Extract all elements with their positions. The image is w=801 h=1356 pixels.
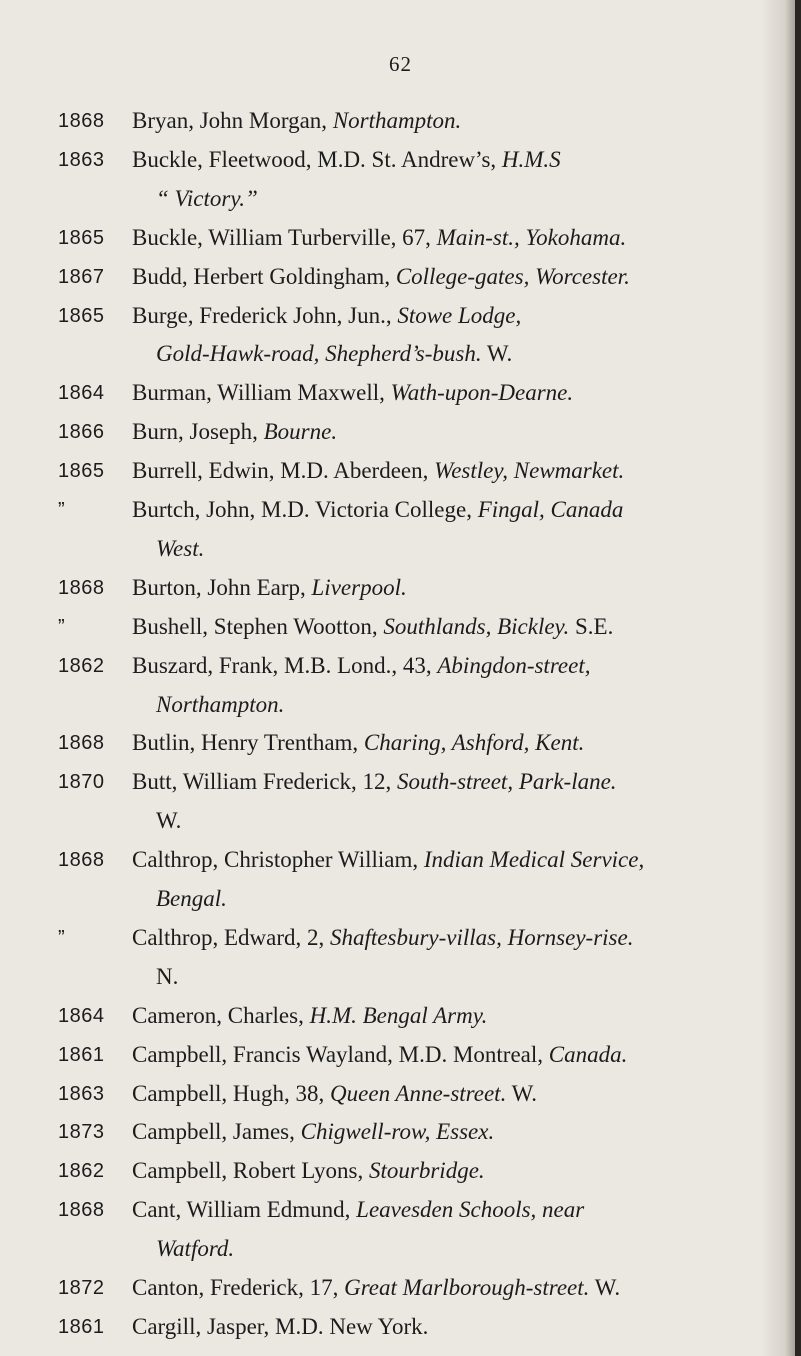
- entry-text: [132, 611, 613, 643]
- entry-text: [132, 377, 573, 409]
- entry-year: 1863: [58, 1082, 105, 1105]
- entry-address: Wath-upon-Dearne.: [390, 380, 574, 406]
- entry-row: [0, 1311, 801, 1343]
- entry-text: [132, 261, 630, 293]
- entry-year: 1873: [58, 1121, 105, 1144]
- entry-row: [0, 494, 801, 526]
- entry-address: Charing, Ashford, Kent.: [363, 730, 585, 756]
- entry-year: 1868: [58, 110, 105, 132]
- entry-continuation-line: [0, 533, 801, 565]
- entry-address: Stourbridge.: [369, 1158, 485, 1184]
- entry-address: College-gates, Worcester.: [395, 263, 630, 289]
- entry-address: Bourne.: [263, 419, 338, 445]
- entry-text: [132, 727, 584, 759]
- entry-continuation-line: [0, 689, 801, 721]
- entry-address: Queen Anne-street.: [330, 1080, 507, 1106]
- entry-text: [132, 1194, 584, 1226]
- entry-name: Bryan, John Morgan,: [132, 108, 333, 133]
- entry-text: [132, 1078, 537, 1110]
- entry-text: [156, 805, 181, 837]
- entry-name: Cameron, Charles,: [132, 1002, 310, 1028]
- entry-address: Main-st., Yokohama.: [436, 224, 627, 250]
- entry-text: [132, 1311, 428, 1343]
- entry-name: Buckle, Fleetwood, M.D. St. Andrew’s,: [132, 146, 502, 172]
- entry-name: Cant, William Edmund,: [132, 1197, 357, 1223]
- entry-postal-district: W.: [589, 1275, 621, 1300]
- entry-year: 1868: [58, 576, 105, 599]
- entry-address: Westley, Newmarket.: [434, 458, 625, 484]
- entry-address: Canada.: [548, 1041, 628, 1067]
- entry-row: [0, 1155, 801, 1187]
- entry-row: [0, 105, 801, 137]
- entry-row: [0, 1000, 801, 1032]
- entry-text: [156, 533, 204, 565]
- entry-name: N.: [156, 963, 179, 989]
- entry-address: Gold-Hawk-road, Shepherd’s-bush.: [156, 341, 482, 367]
- entry-text: [132, 1039, 627, 1071]
- entry-row: [0, 1116, 801, 1148]
- page-number: 62: [389, 52, 412, 76]
- entry-text: [132, 1000, 487, 1032]
- entry-row: [0, 922, 801, 954]
- entry-text: [156, 183, 258, 215]
- entry-year: 1863: [58, 148, 105, 171]
- entry-name: Burman, William Maxwell,: [132, 380, 391, 406]
- entry-text: [156, 961, 178, 993]
- entry-name: Campbell, James,: [132, 1119, 301, 1145]
- entry-year: 1864: [58, 1004, 105, 1027]
- entry-text: [156, 883, 227, 915]
- entry-text: [132, 1272, 620, 1304]
- entry-text: [132, 572, 407, 604]
- entry-address: Northampton.: [332, 108, 462, 133]
- entry-year: 1868: [58, 1199, 105, 1222]
- entry-name: Butlin, Henry Trentham,: [132, 730, 364, 756]
- entry-address: Southlands, Bickley.: [383, 613, 570, 639]
- entry-address: South-street, Park-lane.: [397, 769, 617, 795]
- entry-row: [0, 766, 801, 798]
- entry-row: [0, 261, 801, 293]
- entry-postal-district: S.E.: [569, 613, 614, 639]
- entry-postal-district: W.: [506, 1080, 538, 1106]
- entry-year: 1865: [58, 460, 105, 483]
- entry-name: Buszard, Frank, M.B. Lond., 43,: [132, 652, 438, 678]
- entry-text: [132, 844, 644, 876]
- entry-year: 1865: [58, 226, 105, 249]
- entry-text: [132, 650, 590, 682]
- entry-address: Fingal, Canada: [477, 497, 624, 522]
- entry-row: [0, 1078, 801, 1110]
- entry-name: Canton, Frederick, 17,: [132, 1275, 345, 1300]
- entry-address: Watford.: [156, 1236, 235, 1262]
- entry-text: [156, 1233, 234, 1265]
- entry-text: [132, 922, 633, 954]
- entry-row: [0, 144, 801, 176]
- entry-address: “ Victory.”: [156, 185, 258, 211]
- entry-name: W.: [156, 808, 182, 834]
- entry-text: [132, 144, 561, 176]
- entry-name: Campbell, Robert Lyons,: [132, 1158, 370, 1184]
- entry-year: 1867: [58, 265, 105, 288]
- entry-address: Bengal.: [156, 886, 227, 911]
- entry-address: Indian Medical Service,: [423, 847, 645, 873]
- entry-name: Budd, Herbert Goldingham,: [132, 263, 396, 289]
- entry-row: [0, 300, 801, 332]
- entry-text: [156, 689, 284, 721]
- entry-text: [132, 455, 624, 487]
- entry-row: [0, 377, 801, 409]
- entry-row: [0, 572, 801, 604]
- entry-address: Chigwell-row, Essex.: [300, 1119, 495, 1145]
- entry-year: 1862: [58, 654, 105, 677]
- entry-address: Northampton.: [156, 691, 285, 717]
- entry-year: ”: [58, 926, 66, 949]
- entry-address: Abingdon-street,: [437, 652, 591, 678]
- entry-continuation-line: [0, 338, 801, 370]
- entry-year: 1870: [58, 771, 105, 794]
- entry-year: 1861: [58, 1043, 105, 1066]
- entry-year: 1862: [58, 1160, 105, 1183]
- entry-row: [0, 222, 801, 254]
- entry-continuation-line: [0, 883, 801, 915]
- entry-address: Liverpool.: [311, 574, 407, 600]
- entry-address: Shaftesbury-villas, Hornsey-rise.: [330, 924, 634, 950]
- entry-name: Buckle, William Turberville, 67,: [132, 224, 437, 250]
- entry-year: 1872: [58, 1277, 105, 1299]
- entry-year: 1864: [58, 382, 105, 405]
- entry-row: [0, 650, 801, 682]
- entry-year: 1866: [58, 421, 105, 444]
- entry-row: [0, 727, 801, 759]
- entry-name: Calthrop, Christopher William,: [132, 847, 424, 873]
- entry-row: [0, 611, 801, 643]
- entry-row: [0, 844, 801, 876]
- entry-text: [132, 1116, 494, 1148]
- entry-text: [132, 416, 337, 448]
- entry-address: Stowe Lodge,: [397, 302, 522, 328]
- entry-name: Butt, William Frederick, 12,: [132, 769, 398, 795]
- entry-continuation-line: [0, 183, 801, 215]
- entry-continuation-line: [0, 961, 801, 993]
- entry-year: 1868: [58, 849, 105, 872]
- entry-name: Campbell, Francis Wayland, M.D. Montreal,: [132, 1041, 549, 1067]
- entry-text: [132, 105, 461, 137]
- entry-name: Cargill, Jasper, M.D. New York.: [132, 1313, 429, 1339]
- entry-address: H.M. Bengal Army.: [309, 1002, 488, 1028]
- entry-year: 1861: [58, 1315, 105, 1338]
- entry-text: [132, 222, 626, 254]
- entry-address: Great Marlborough-street.: [344, 1275, 590, 1300]
- entry-row: [0, 1194, 801, 1226]
- entry-row: [0, 1272, 801, 1304]
- entry-name: Burtch, John, M.D. Victoria College,: [132, 497, 478, 522]
- entry-continuation-line: [0, 1233, 801, 1265]
- entry-postal-district: W.: [481, 341, 513, 367]
- entry-name: Burge, Frederick John, Jun.,: [132, 302, 398, 328]
- entry-text: [132, 300, 521, 332]
- entry-year: ”: [58, 499, 66, 521]
- entry-year: 1868: [58, 732, 105, 755]
- entry-row: [0, 416, 801, 448]
- entry-text: [132, 766, 617, 798]
- entry-text: [132, 1155, 485, 1187]
- entry-text: [156, 338, 512, 370]
- entry-year: ”: [58, 615, 66, 638]
- entry-name: Burn, Joseph,: [132, 419, 264, 445]
- entry-continuation-line: [0, 805, 801, 837]
- entry-row: [0, 455, 801, 487]
- entry-name: Burton, John Earp,: [132, 574, 312, 600]
- entry-year: 1865: [58, 304, 105, 327]
- entry-name: Bushell, Stephen Wootton,: [132, 613, 384, 639]
- entry-address: Leavesden Schools, near: [356, 1197, 585, 1223]
- entry-row: [0, 1039, 801, 1071]
- entry-name: Calthrop, Edward, 2,: [132, 924, 331, 950]
- entry-address: West.: [156, 535, 205, 561]
- entry-name: Burrell, Edwin, M.D. Aberdeen,: [132, 458, 435, 484]
- entry-text: [132, 494, 623, 526]
- entry-address: H.M.S: [501, 146, 561, 172]
- entry-name: Campbell, Hugh, 38,: [132, 1080, 331, 1106]
